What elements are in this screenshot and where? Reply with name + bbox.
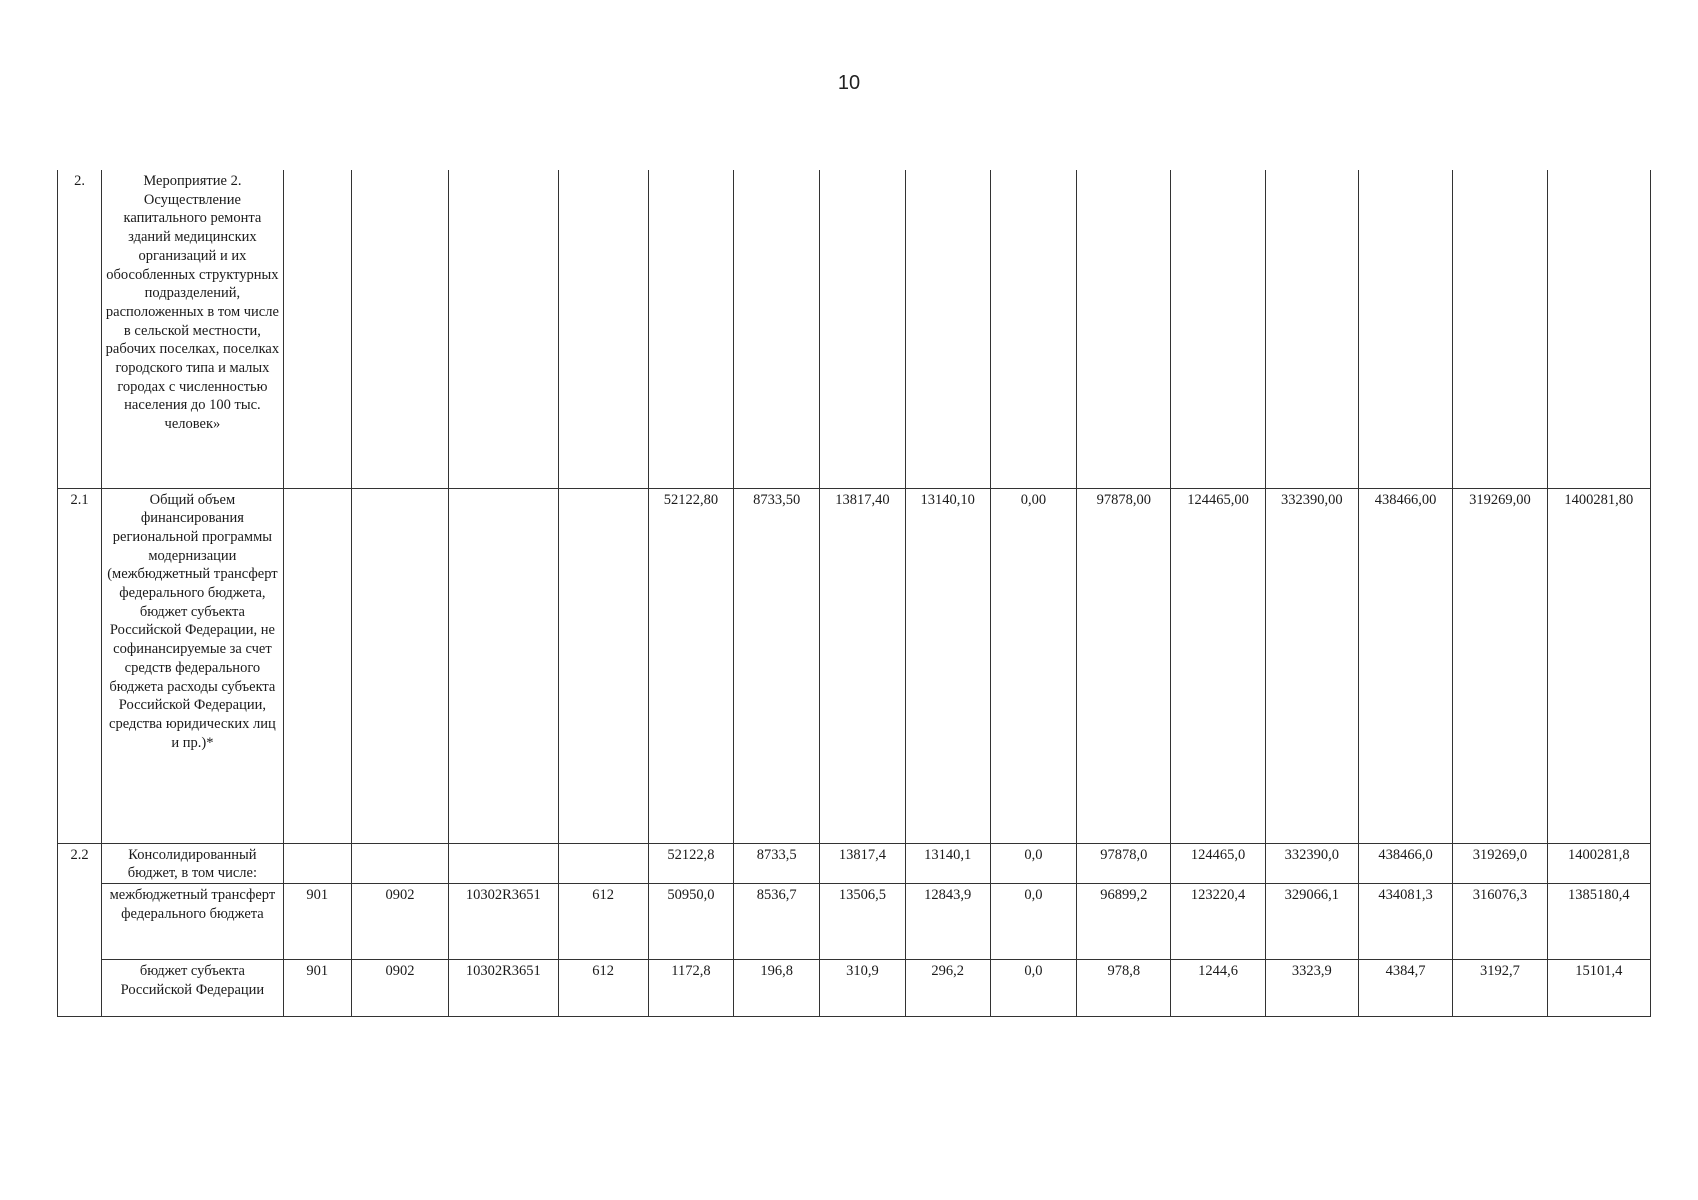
row-description: бюджет субъекта Российской Федерации — [102, 959, 284, 1016]
value-cell: 1172,8 — [648, 959, 733, 1016]
page-number: 10 — [837, 72, 861, 94]
empty-cell — [283, 170, 351, 488]
value-cell: 97878,00 — [1077, 488, 1171, 843]
value-cell: 332390,0 — [1265, 843, 1358, 883]
value-cell: 52122,80 — [648, 488, 733, 843]
value-cell: 13140,10 — [905, 488, 990, 843]
value-cell: 1385180,4 — [1547, 883, 1650, 959]
value-cell: 296,2 — [905, 959, 990, 1016]
value-cell: 3192,7 — [1453, 959, 1547, 1016]
value-cell: 1400281,80 — [1547, 488, 1650, 843]
value-cell: 0,0 — [990, 883, 1076, 959]
value-cell: 438466,0 — [1358, 843, 1452, 883]
value-cell: 0,0 — [990, 843, 1076, 883]
value-cell: 0,0 — [990, 959, 1076, 1016]
table-row — [58, 843, 1651, 883]
empty-cell — [734, 170, 820, 488]
code-cell: 10302R3651 — [449, 883, 558, 959]
empty-cell — [351, 170, 448, 488]
empty-cell — [449, 843, 558, 883]
value-cell: 319269,00 — [1453, 488, 1547, 843]
value-cell: 13506,5 — [820, 883, 905, 959]
empty-cell — [1265, 170, 1358, 488]
row-description: межбюджетный трансферт федерального бюджета — [102, 883, 284, 959]
value-cell: 124465,00 — [1171, 488, 1265, 843]
code-cell: 901 — [283, 883, 351, 959]
row-description: Консолидированный бюджет, в том числе: — [102, 843, 284, 883]
value-cell: 13817,4 — [820, 843, 905, 883]
value-cell: 97878,0 — [1077, 843, 1171, 883]
empty-cell — [449, 488, 558, 843]
table-row — [58, 883, 1651, 959]
value-cell: 332390,00 — [1265, 488, 1358, 843]
value-cell: 8733,50 — [734, 488, 820, 843]
value-cell: 196,8 — [734, 959, 820, 1016]
value-cell: 8536,7 — [734, 883, 820, 959]
empty-cell — [558, 843, 648, 883]
value-cell: 4384,7 — [1358, 959, 1452, 1016]
empty-cell — [351, 843, 448, 883]
table-row — [58, 959, 1651, 1016]
code-cell: 901 — [283, 959, 351, 1016]
row-description: Мероприятие 2. Осуществление капитального ремонта зданий медицинских организаций и их обособленных структурных подразделений, расположенных в том числе в сельской местности, рабочих поселках, поселках городского типа и малых городах с численностью населения до 100 тыс. человек» — [102, 170, 284, 488]
code-cell: 0902 — [351, 883, 448, 959]
empty-cell — [1171, 170, 1265, 488]
empty-cell — [283, 488, 351, 843]
value-cell: 434081,3 — [1358, 883, 1452, 959]
value-cell: 438466,00 — [1358, 488, 1452, 843]
empty-cell — [820, 170, 905, 488]
empty-cell — [1547, 170, 1650, 488]
value-cell: 15101,4 — [1547, 959, 1650, 1016]
value-cell: 12843,9 — [905, 883, 990, 959]
row-number: 2.2 — [58, 843, 102, 1016]
empty-cell — [1453, 170, 1547, 488]
code-cell: 0902 — [351, 959, 448, 1016]
value-cell: 96899,2 — [1077, 883, 1171, 959]
row-number: 2.1 — [58, 488, 102, 843]
code-cell: 612 — [558, 883, 648, 959]
empty-cell — [558, 488, 648, 843]
value-cell: 3323,9 — [1265, 959, 1358, 1016]
row-description: Общий объем финансирования региональной программы модернизации (межбюджетный трансферт федерального бюджета, бюджет субъекта Российской Федерации, не софинансируемые за счет средств федерального бюджета расходы субъекта Российской Федерации, средства юридических лиц и пр.)* — [102, 488, 284, 843]
empty-cell — [558, 170, 648, 488]
value-cell: 329066,1 — [1265, 883, 1358, 959]
value-cell: 1244,6 — [1171, 959, 1265, 1016]
financing-table — [57, 170, 1651, 1017]
empty-cell — [351, 488, 448, 843]
empty-cell — [449, 170, 558, 488]
value-cell: 8733,5 — [734, 843, 820, 883]
code-cell: 10302R3651 — [449, 959, 558, 1016]
empty-cell — [990, 170, 1076, 488]
value-cell: 52122,8 — [648, 843, 733, 883]
value-cell: 316076,3 — [1453, 883, 1547, 959]
value-cell: 1400281,8 — [1547, 843, 1650, 883]
table-row — [58, 488, 1651, 843]
empty-cell — [1358, 170, 1452, 488]
value-cell: 13817,40 — [820, 488, 905, 843]
code-cell: 612 — [558, 959, 648, 1016]
empty-cell — [648, 170, 733, 488]
row-number: 2. — [58, 170, 102, 488]
value-cell: 13140,1 — [905, 843, 990, 883]
value-cell: 978,8 — [1077, 959, 1171, 1016]
value-cell: 123220,4 — [1171, 883, 1265, 959]
value-cell: 124465,0 — [1171, 843, 1265, 883]
value-cell: 50950,0 — [648, 883, 733, 959]
value-cell: 319269,0 — [1453, 843, 1547, 883]
empty-cell — [905, 170, 990, 488]
empty-cell — [1077, 170, 1171, 488]
value-cell: 0,00 — [990, 488, 1076, 843]
value-cell: 310,9 — [820, 959, 905, 1016]
table-row — [58, 170, 1651, 488]
empty-cell — [283, 843, 351, 883]
